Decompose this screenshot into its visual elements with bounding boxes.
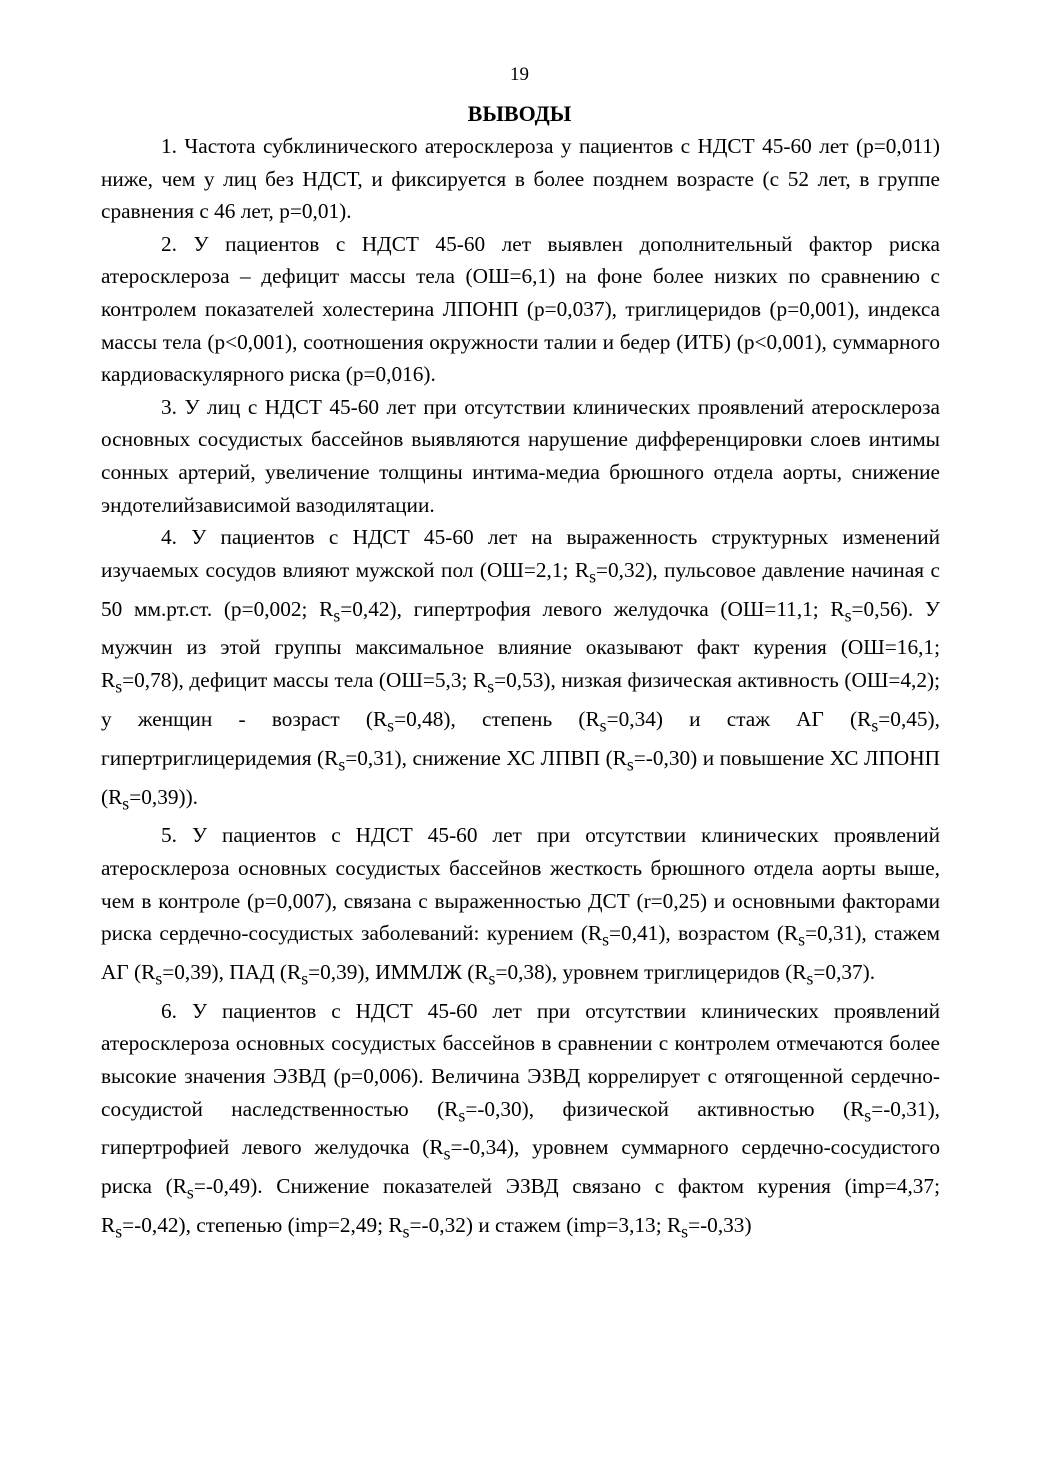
text-segment: 3. У лиц с НДСТ 45-60 лет при отсутствии клинических проявлений атеросклероза основных сосудистых бассейнов выявляются нарушение дифференцировки слоев интимы сонных артерий, увеличение толщины интима-медиа брюшного отдела аорты, снижение эндотелийзависимой вазодилятации.: [101, 394, 940, 517]
text-segment: =0,78), дефицит массы тела (ОШ=5,3; R: [122, 668, 488, 692]
text-segment: =0,37).: [813, 960, 876, 984]
text-segment: =0,56). У мужчин из этой группы максимальное влияние оказывают факт курения (ОШ=16,1; R: [101, 596, 940, 692]
text-segment: =-0,31), гипертрофией левого желудочка (R: [101, 1096, 940, 1160]
conclusion-paragraph-2: [101, 228, 940, 391]
text-segment: =0,34) и стаж АГ (R: [606, 706, 872, 731]
page-number: 19: [510, 64, 529, 85]
subscript-s: s: [301, 968, 309, 989]
conclusions-list: [101, 130, 940, 1248]
conclusion-paragraph-1: [101, 130, 940, 228]
subscript-s: s: [387, 715, 395, 736]
subscript-s: s: [488, 968, 496, 989]
conclusion-paragraph-5: [101, 819, 940, 994]
conclusion-paragraph-4: [101, 521, 940, 819]
subscript-s: s: [115, 676, 123, 697]
subscript-s: s: [186, 1182, 194, 1203]
text-segment: =0,31), снижение ХС ЛПВП (R: [345, 745, 627, 770]
text-segment: =0,48), степень (R: [394, 706, 600, 731]
subscript-s: s: [443, 1143, 451, 1164]
text-segment: =-0,30), физической активностью (R: [465, 1096, 865, 1121]
text-segment: =-0,34), уровнем суммарного сердечно-сосудистого риска (R: [101, 1135, 940, 1199]
text-segment: =0,32), пульсовое давление начиная с 50 мм.рт.ст. (р=0,002; R: [101, 557, 940, 621]
subscript-s: s: [798, 929, 806, 950]
subscript-s: s: [626, 753, 634, 774]
subscript-s: s: [338, 753, 346, 774]
text-segment: 4. У пациентов с НДСТ 45-60 лет на выраженность структурных изменений изучаемых сосудов влияют мужской пол (ОШ=2,1; R: [101, 525, 940, 582]
text-segment: =-0,42), степенью (imp=2,49; R: [122, 1213, 403, 1238]
subscript-s: s: [402, 1221, 410, 1242]
text-segment: =0,39), ИММЛЖ (R: [308, 960, 489, 984]
section-heading: ВЫВОДЫ: [467, 101, 572, 126]
subscript-s: s: [599, 715, 607, 736]
text-segment: 2. У пациентов с НДСТ 45-60 лет выявлен дополнительный фактор риска атеросклероза – дефицит массы тела (ОШ=6,1) на фоне более низких по сравнению с контролем показателей холестерина ЛПОНП (р=0,037), триглицеридов (р=0,001), индекса массы тела (р<0,001), соотношения окружности талии и бедер (ИТБ) (р<0,001), суммарного кардиоваскулярного риска (р=0,016).: [101, 231, 940, 387]
text-segment: =0,45), гипертриглицеридемия (R: [101, 706, 940, 770]
subscript-s: s: [602, 929, 610, 950]
subscript-s: s: [806, 968, 814, 989]
subscript-s: s: [844, 604, 852, 625]
subscript-s: s: [871, 715, 879, 736]
text-segment: 6. У пациентов с НДСТ 45-60 лет при отсутствии клинических проявлений атеросклероза основных сосудистых бассейнов в сравнении с контролем отмечаются более высокие значения ЭЗВД (р=0,006). Величина ЭЗВД коррелирует с отягощенной сердечно-сосудистой наследственностью (R: [101, 998, 940, 1121]
text-segment: =0,41), возрастом (R: [609, 921, 799, 946]
text-segment: =-0,32) и стажем (imp=3,13; R: [409, 1213, 682, 1238]
text-segment: =0,38), уровнем триглицеридов (R: [495, 960, 807, 984]
subscript-s: s: [333, 604, 341, 625]
subscript-s: s: [487, 676, 495, 697]
text-segment: =0,39), ПАД (R: [162, 960, 302, 984]
text-segment: =-0,30) и повышение ХС ЛПОНП (R: [101, 745, 940, 809]
subscript-s: s: [864, 1104, 872, 1125]
text-segment: =0,39)).: [129, 784, 199, 809]
subscript-s: s: [115, 1221, 123, 1242]
subscript-s: s: [122, 792, 130, 813]
text-segment: 5. У пациентов с НДСТ 45-60 лет при отсутствии клинических проявлений атеросклероза основных сосудистых бассейнов жесткость брюшного отдела аорты выше, чем в контроле (р=0,007), связана с выраженностью ДСТ (r=0,25) и основными факторами риска сердечно-сосудистых заболеваний: курением (R: [101, 823, 940, 946]
text-segment: =0,31), стажем АГ (R: [101, 921, 941, 984]
text-segment: =-0,49). Снижение показателей ЭЗВД связано с фактом курения (imp=4,37; R: [101, 1174, 940, 1238]
text-segment: 1. Частота субклинического атеросклероза у пациентов с НДСТ 45-60 лет (р=0,011) ниже, чем у лиц без НДСТ, и фиксируется в более позднем возрасте (с 52 лет, в группе сравнения с 46 лет, р=0,01).: [101, 134, 940, 224]
subscript-s: s: [458, 1104, 466, 1125]
subscript-s: s: [681, 1221, 689, 1242]
text-segment: =0,42), гипертрофия левого желудочка (ОШ=11,1; R: [340, 596, 845, 621]
text-segment: =-0,33): [688, 1213, 752, 1238]
conclusion-paragraph-3: [101, 391, 940, 521]
subscript-s: s: [589, 565, 597, 586]
conclusion-paragraph-6: [101, 995, 940, 1248]
subscript-s: s: [155, 968, 163, 989]
text-segment: =0,53), низкая физическая активность (ОШ=4,2); у женщин - возраст (R: [101, 668, 940, 731]
